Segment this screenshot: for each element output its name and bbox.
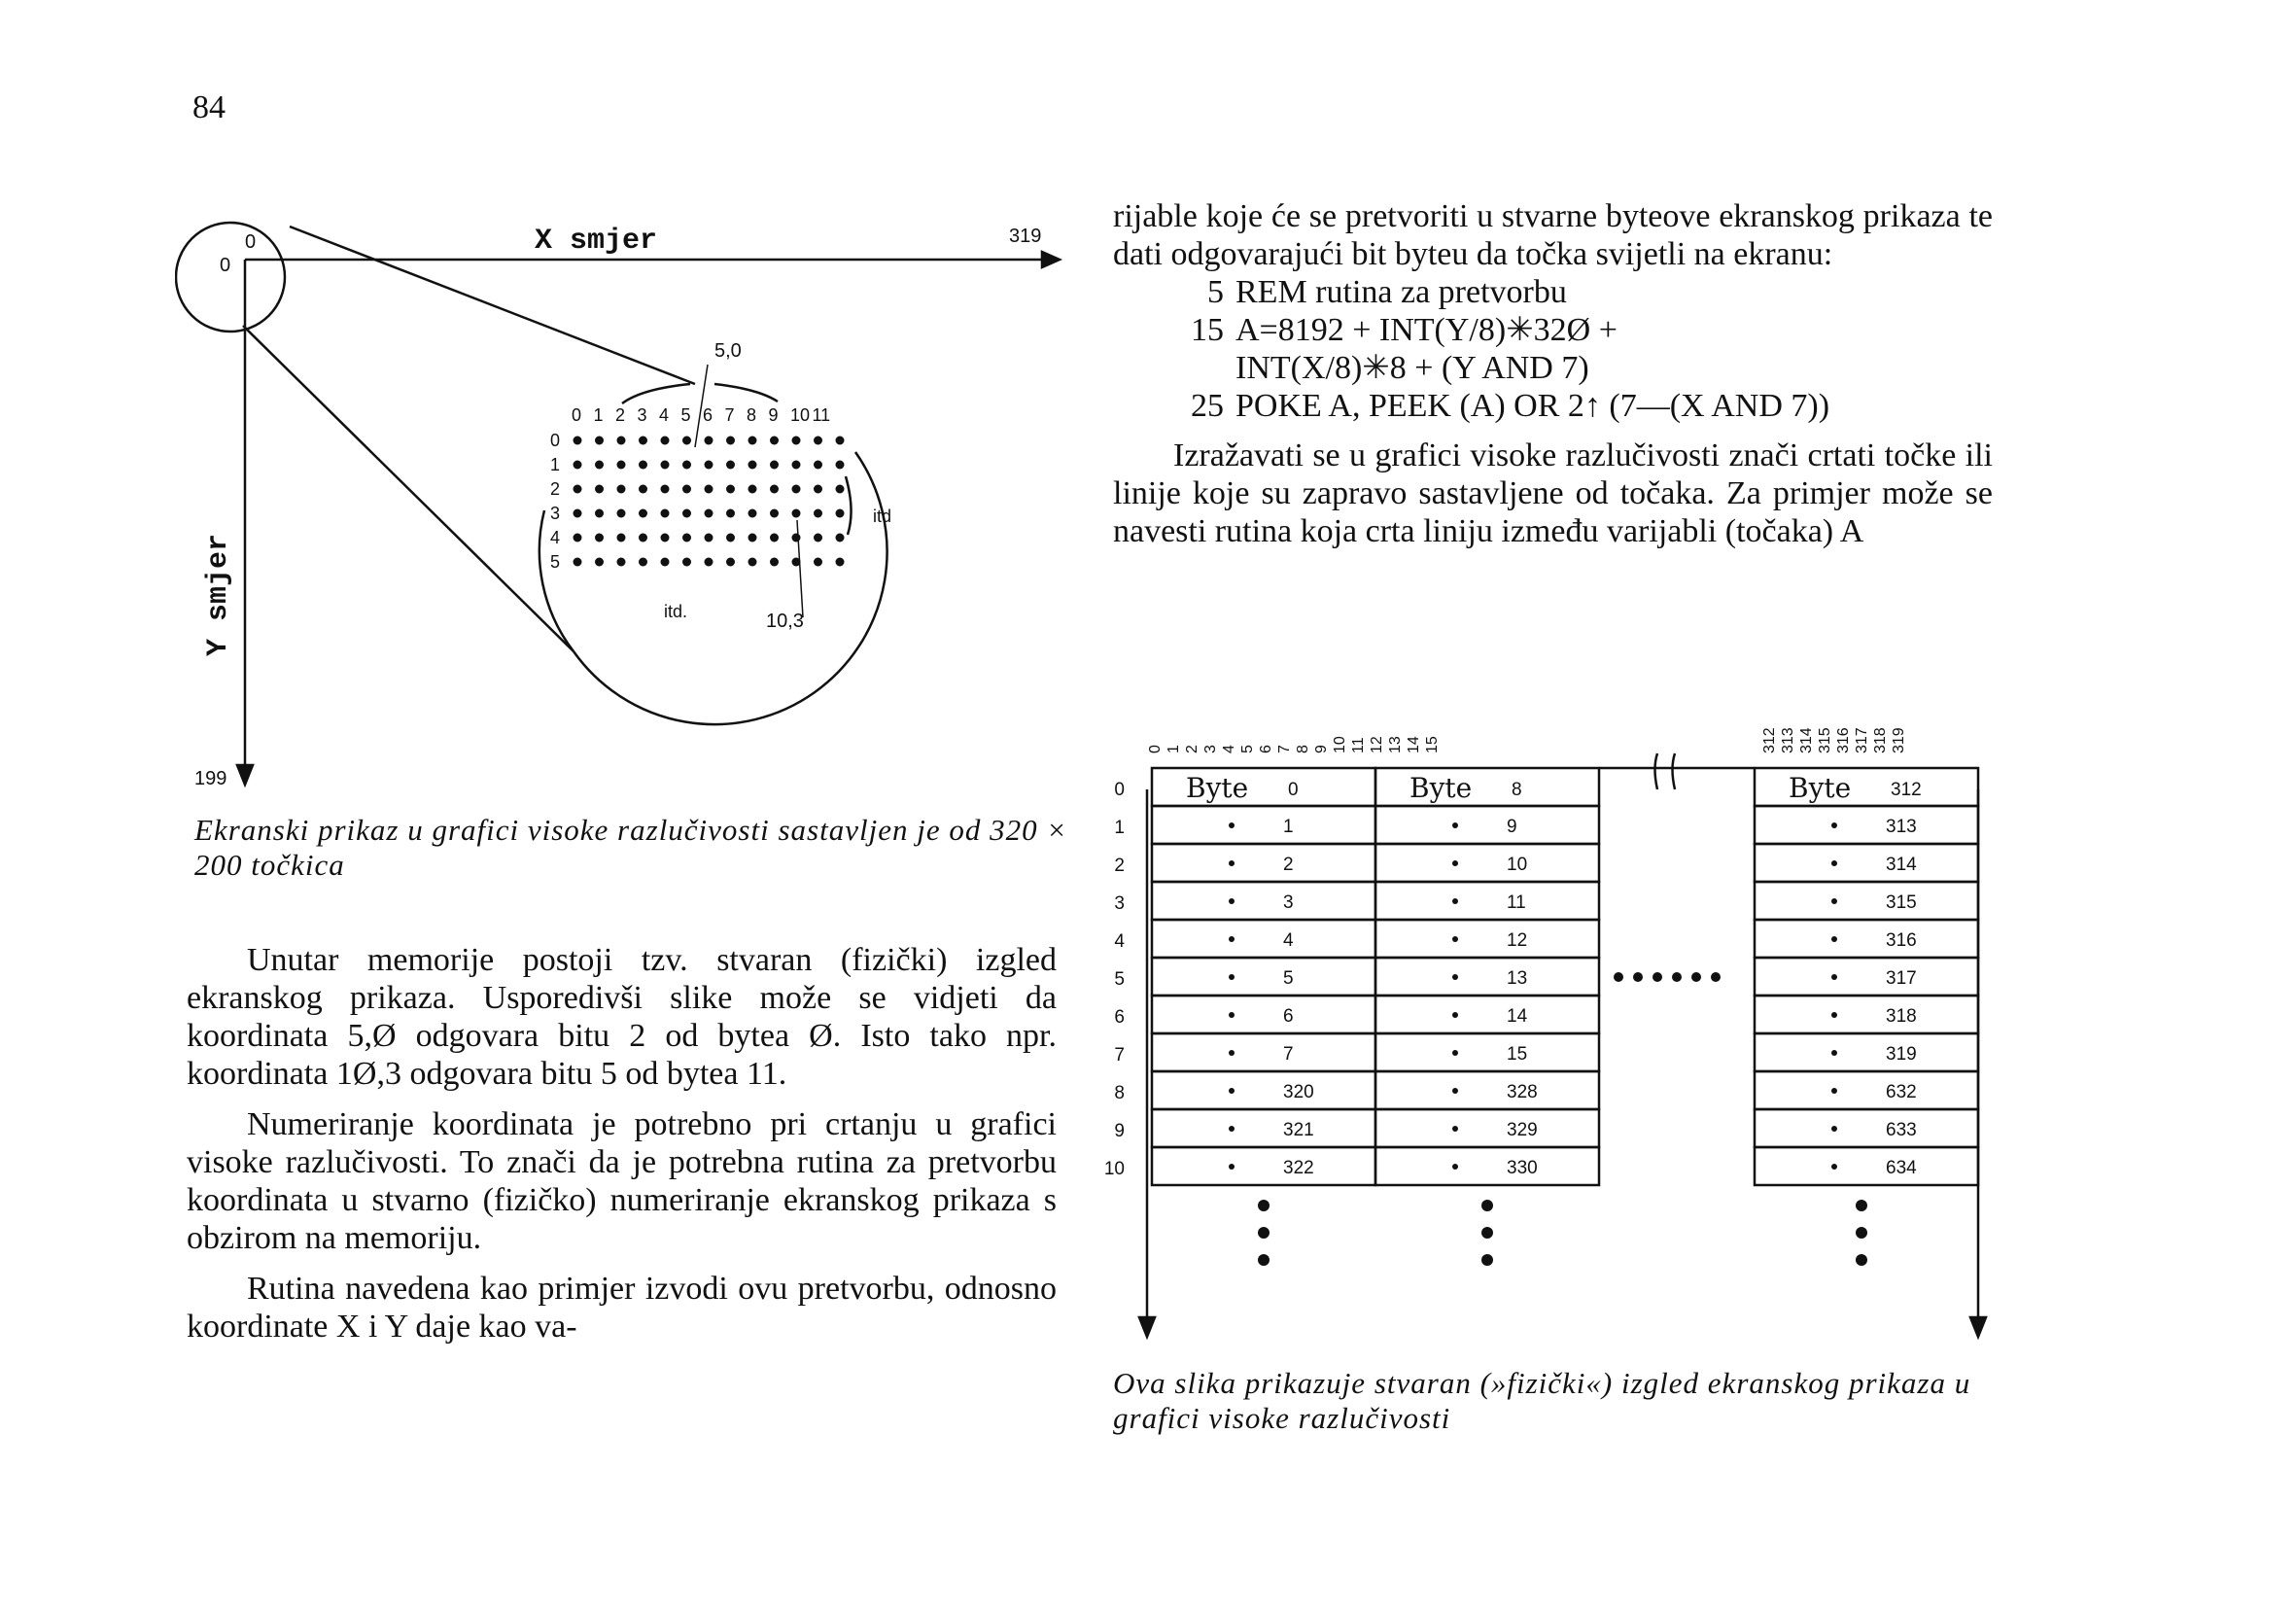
zoom-top-arc-right [714,384,778,402]
bit-number: 4 [1221,745,1237,753]
byte-cell [1755,1109,1978,1147]
byte-cell [1755,920,1978,958]
pixel-dot [770,437,779,445]
pixel-dot [661,534,670,542]
left-down-arrow [1139,1317,1155,1337]
continuation-dot [1258,1200,1270,1211]
byte-number: 329 [1507,1120,1538,1140]
bit-dot [1229,1164,1235,1170]
row-number: 8 [1114,1083,1125,1103]
pixel-dot [792,534,801,542]
pixel-dot [574,485,582,494]
bit-dot [1452,1012,1458,1018]
bit-number: 6 [1258,745,1274,753]
bit-dot [1831,936,1837,942]
bit-dot [1831,1050,1837,1056]
zoom-point2-label: 10,3 [766,611,804,632]
figure1-caption: Ekranski prikaz u grafici visoke razlučivosti sastavljen je od 320 × 200 točkica [194,813,1068,882]
byte-cell [1375,1071,1599,1109]
byte-cell [1152,1033,1375,1071]
byte-cell [1755,844,1978,882]
pixel-dot [595,437,604,445]
pixel-dot [639,461,647,470]
row-number: 0 [550,431,561,450]
byte-cell [1152,1071,1375,1109]
bit-number: 5 [1239,745,1256,753]
bit-number: 314 [1798,727,1815,753]
bit-number: 7 [1276,745,1293,753]
pixel-dot [836,509,845,518]
zoom-right-arc [846,476,852,535]
pixel-dot [792,485,801,494]
left-paragraph-3: Rutina navedena kao primjer izvodi ovu pretvorbu, odnosno koordinate X i Y daje kao va- [187,1271,1057,1345]
byte-number: 312 [1891,780,1922,800]
pixel-dot [661,485,670,494]
bit-number: 315 [1817,727,1833,753]
pixel-dot [770,461,779,470]
byte-number: 6 [1283,1006,1294,1027]
origin-circle [176,223,285,332]
pixel-dot [705,509,713,518]
pixel-dot [617,461,626,470]
byte-number: 321 [1283,1120,1314,1140]
y-axis-max: 199 [194,768,227,789]
byte-cell [1755,1147,1978,1185]
column-number: 4 [659,405,670,425]
byte-cell [1755,1071,1978,1109]
byte-number: 632 [1886,1082,1917,1102]
pixel-dot [726,558,735,567]
byte-cell [1152,806,1375,844]
pixel-dot [617,485,626,494]
bit-dot [1452,822,1458,828]
bit-number: 312 [1761,727,1778,753]
pixel-dot [836,534,845,542]
row-number: 2 [1114,856,1125,876]
byte-number: 634 [1886,1158,1917,1178]
column-number: 2 [615,405,626,425]
pixel-dot [792,558,801,567]
column-number: 11 [812,405,831,425]
row-number: 4 [1114,931,1125,952]
bit-dot [1229,898,1235,904]
pixel-dot [661,461,670,470]
byte-cell [1152,920,1375,958]
byte-number: 12 [1507,930,1528,951]
pixel-dot [770,534,779,542]
x-axis-label: X smjer [535,225,658,258]
bit-dot [1831,1164,1837,1170]
bit-dot [1831,898,1837,904]
byte-number: 317 [1886,968,1917,989]
byte-cell [1375,920,1599,958]
column-number: 7 [724,405,735,425]
byte-cell [1375,882,1599,920]
bit-number: 15 [1424,736,1441,753]
pixel-dot [639,437,647,445]
origin-y-label: 0 [220,255,231,276]
row-number: 3 [1114,893,1125,914]
pixel-dot [661,558,670,567]
figure2-caption: Ova slika prikazuje stvaran (»fizički«) izgled ekranskog prikaza u grafici visoke razlučivosti [1113,1366,1971,1435]
pixel-dot [682,509,691,518]
pixel-dot [792,437,801,445]
byte-number: 2 [1283,855,1294,875]
byte-number: 4 [1283,930,1294,951]
pixel-dot [661,509,670,518]
bit-dot [1229,974,1235,980]
byte-number: 314 [1886,855,1917,875]
byte-number: 318 [1886,1006,1917,1027]
code-line: 25 POKE A, PEEK (A) OR 2↑ (7—(X AND 7)) [1191,388,1830,424]
continuation-dot [1481,1254,1493,1266]
byte-word: Byte [1409,772,1473,804]
byte-cell [1152,1109,1375,1147]
pixel-dot [770,485,779,494]
pixel-dot [595,485,604,494]
byte-cell [1152,958,1375,996]
pixel-dot [814,534,822,542]
bit-number: 318 [1872,727,1889,753]
bit-number: 2 [1184,745,1200,753]
byte-number: 5 [1283,968,1294,989]
byte-cell [1755,882,1978,920]
pixel-dot [748,437,757,445]
bit-number: 313 [1780,727,1796,753]
bit-dot [1452,974,1458,980]
bit-number: 11 [1350,737,1367,753]
byte-number: 313 [1886,817,1917,837]
pixel-dot [705,485,713,494]
right-intro-paragraph: rijable koje će se pretvoriti u stvarne byteove ekranskog prikaza te dati odgovarajući bit byteu da točka svijetli na ekranu: [1113,198,1993,272]
right-column [1113,197,1993,563]
bit-number: 9 [1313,745,1330,753]
zoom-top-arc-left [622,384,690,403]
byte-number: 8 [1512,780,1522,800]
bit-number: 317 [1854,727,1870,753]
x-axis-arrow [1042,252,1060,267]
bit-dot [1452,1088,1458,1094]
continuation-dot [1258,1254,1270,1266]
continuation-dot [1481,1200,1493,1211]
byte-cell [1152,844,1375,882]
byte-number: 316 [1886,930,1917,951]
itd-right-label: itd [873,507,892,526]
pixel-dot [617,437,626,445]
byte-number: 11 [1507,892,1526,913]
continuation-dot [1856,1200,1867,1211]
row-number: 1 [550,455,561,474]
row-number: 10 [1103,1159,1125,1179]
bit-dot [1229,1126,1235,1132]
byte-cell [1375,844,1599,882]
row-number: 4 [550,528,561,547]
pixel-dot [836,485,845,494]
byte-number: 15 [1507,1044,1528,1065]
pixel-dot [617,509,626,518]
row-number: 5 [550,552,561,572]
byte-number: 14 [1507,1006,1528,1027]
pixel-dot [836,558,845,567]
byte-cell [1755,996,1978,1033]
pixel-dot [682,461,691,470]
pixel-dot [682,558,691,567]
bit-dot [1452,1126,1458,1132]
code-line: INT(X/8)✳8 + (Y AND 7) [1235,350,1589,386]
pixel-dot [792,461,801,470]
pixel-dot [682,437,691,445]
pixel-dot [595,509,604,518]
continuation-dot [1672,972,1682,982]
byte-number: 0 [1288,780,1299,800]
row-number: 0 [1114,780,1125,800]
column-number: 5 [680,405,691,425]
continuation-dot [1652,972,1662,982]
pixel-dot [639,558,647,567]
pixel-dot [770,558,779,567]
row-number: 5 [1114,969,1125,990]
continuation-dot [1614,972,1623,982]
left-column [187,941,1057,1358]
code-line: 5 REM rutina za pretvorbu [1207,274,1567,310]
pixel-dot [639,509,647,518]
byte-cell [1152,1147,1375,1185]
bit-dot [1831,1012,1837,1018]
pixel-dot [726,485,735,494]
bit-dot [1452,936,1458,942]
continuation-dot [1481,1227,1493,1239]
pixel-dot [770,509,779,518]
left-paragraph-2: Numeriranje koordinata je potrebno pri crtanju u grafici visoke razlučivosti. To znači da je potrebna rutina za pretvorbu koordinata u stvarno (fizičko) numeriranje ekranskog prikaza s obzirom na memoriju. [187,1106,1057,1256]
bit-dot [1229,822,1235,828]
byte-number: 633 [1886,1120,1917,1140]
column-number: 0 [572,405,582,425]
x-axis-max: 319 [1009,226,1042,247]
pixel-dot [705,437,713,445]
byte-cell [1375,958,1599,996]
bit-dot [1229,1012,1235,1018]
byte-cell [1375,806,1599,844]
byte-number: 322 [1283,1158,1314,1178]
byte-number: 1 [1283,817,1294,837]
pixel-dot [814,461,822,470]
column-number: 1 [593,405,604,425]
row-number: 6 [1114,1007,1125,1028]
row-number: 2 [550,479,561,499]
pixel-dot [748,558,757,567]
pixel-dot [726,509,735,518]
row-number: 1 [1114,818,1125,838]
pixel-dot [574,461,582,470]
byte-cell [1375,996,1599,1033]
code-line: 15 A=8192 + INT(Y/8)✳32Ø + [1191,312,1618,348]
pixel-dot [814,558,822,567]
pixel-dot [836,437,845,445]
page-number: 84 [192,89,226,125]
pixel-dot [726,461,735,470]
byte-number: 330 [1507,1158,1538,1178]
memory-layout-figure [1094,700,2007,1346]
column-number: 9 [768,405,779,425]
byte-cell [1152,882,1375,920]
byte-cell [1375,1033,1599,1071]
bit-number: 1 [1165,745,1182,753]
byte-cell [1152,996,1375,1033]
bit-number: 12 [1369,736,1385,753]
pixel-dot [595,558,604,567]
bit-dot [1229,936,1235,942]
byte-number: 7 [1283,1044,1294,1065]
pixel-dot [792,509,801,518]
bit-dot [1452,1164,1458,1170]
pixel-dot [595,534,604,542]
pixel-dot [814,485,822,494]
pixel-dot [574,534,582,542]
pixel-dot [748,485,757,494]
right-paragraph: Izražavati se u grafici visoke razlučivosti znači crtati točke ili linije koje su zapravo sastavljene od točaka. Za primjer može se navesti rutina koja crta liniju između varijabli (točaka) A [1113,437,1993,549]
byte-cell [1375,1147,1599,1185]
bit-dot [1831,1126,1837,1132]
bit-dot [1831,822,1837,828]
pixel-dot [682,485,691,494]
byte-number: 328 [1507,1082,1538,1102]
bit-dot [1229,1050,1235,1056]
bit-number: 8 [1295,745,1311,753]
byte-cell [1755,806,1978,844]
continuation-dot [1258,1227,1270,1239]
row-number: 7 [1114,1045,1125,1066]
column-number: 3 [637,405,647,425]
pixel-dot [726,534,735,542]
pixel-dot [639,534,647,542]
pixel-dot [748,509,757,518]
byte-cell [1375,1109,1599,1147]
bit-dot [1831,860,1837,866]
pixel-dot [617,534,626,542]
continuation-dot [1691,972,1701,982]
continuation-dot [1856,1227,1867,1239]
bit-number: 316 [1835,727,1852,753]
zoom-line-bottom [243,326,574,651]
column-number: 10 [790,405,811,425]
row-number: 9 [1114,1121,1125,1141]
byte-number: 315 [1886,892,1917,913]
pixel-dot [595,461,604,470]
pixel-dot [705,534,713,542]
bit-dot [1452,860,1458,866]
pixel-dot [748,534,757,542]
pixel-dot [705,558,713,567]
bit-number: 13 [1387,736,1404,753]
screen-coordinate-figure [175,190,1089,807]
bit-dot [1452,1050,1458,1056]
bit-number: 10 [1332,736,1348,753]
pixel-dot [705,461,713,470]
pixel-dot [726,437,735,445]
column-number: 8 [747,405,757,425]
byte-number: 3 [1283,892,1294,913]
pixel-dot [617,558,626,567]
break-mark [1655,753,1676,789]
continuation-dot [1856,1254,1867,1266]
byte-number: 9 [1507,817,1517,837]
byte-number: 10 [1507,855,1528,875]
byte-number: 320 [1283,1082,1314,1102]
bit-dot [1831,1088,1837,1094]
pixel-dot [574,558,582,567]
bit-dot [1229,1088,1235,1094]
y-axis-arrow [237,765,253,785]
bit-dot [1229,860,1235,866]
bit-dot [1831,974,1837,980]
basic-code-listing [1113,273,1993,425]
pixel-dot [836,461,845,470]
byte-number: 13 [1507,968,1528,989]
origin-x-label: 0 [245,231,257,253]
bit-dot [1452,898,1458,904]
column-number: 6 [703,405,713,425]
pixel-dot [682,534,691,542]
byte-number: 319 [1886,1044,1917,1065]
y-axis-label: Y smjer [202,533,235,656]
byte-cell [1755,958,1978,996]
pixel-dot [814,437,822,445]
bit-number: 14 [1406,736,1422,753]
pixel-dot [574,509,582,518]
bit-number: 0 [1147,745,1164,753]
pixel-dot [661,437,670,445]
byte-word: Byte [1186,772,1249,804]
row-number: 3 [550,504,561,523]
bit-number: 319 [1891,727,1907,753]
bit-number: 3 [1202,745,1219,753]
continuation-dot [1633,972,1643,982]
itd-bottom-label: itd. [664,602,688,621]
byte-word: Byte [1789,772,1852,804]
pixel-dot [574,437,582,445]
byte-cell [1755,1033,1978,1071]
pixel-dot [748,461,757,470]
zoom-point-label: 5,0 [714,340,742,362]
pixel-dot [639,485,647,494]
left-paragraph-1: Unutar memorije postoji tzv. stvaran (fizički) izgled ekranskog prikaza. Usporedivši slike može se vidjeti da koordinata 5,Ø odgovara bitu 2 od bytea Ø. Isto tako npr. koordinata 1Ø,3 odgovara bitu 5 od bytea 11. [187,942,1057,1092]
right-down-arrow [1970,1317,1986,1337]
continuation-dot [1711,972,1721,982]
pixel-dot [814,509,822,518]
